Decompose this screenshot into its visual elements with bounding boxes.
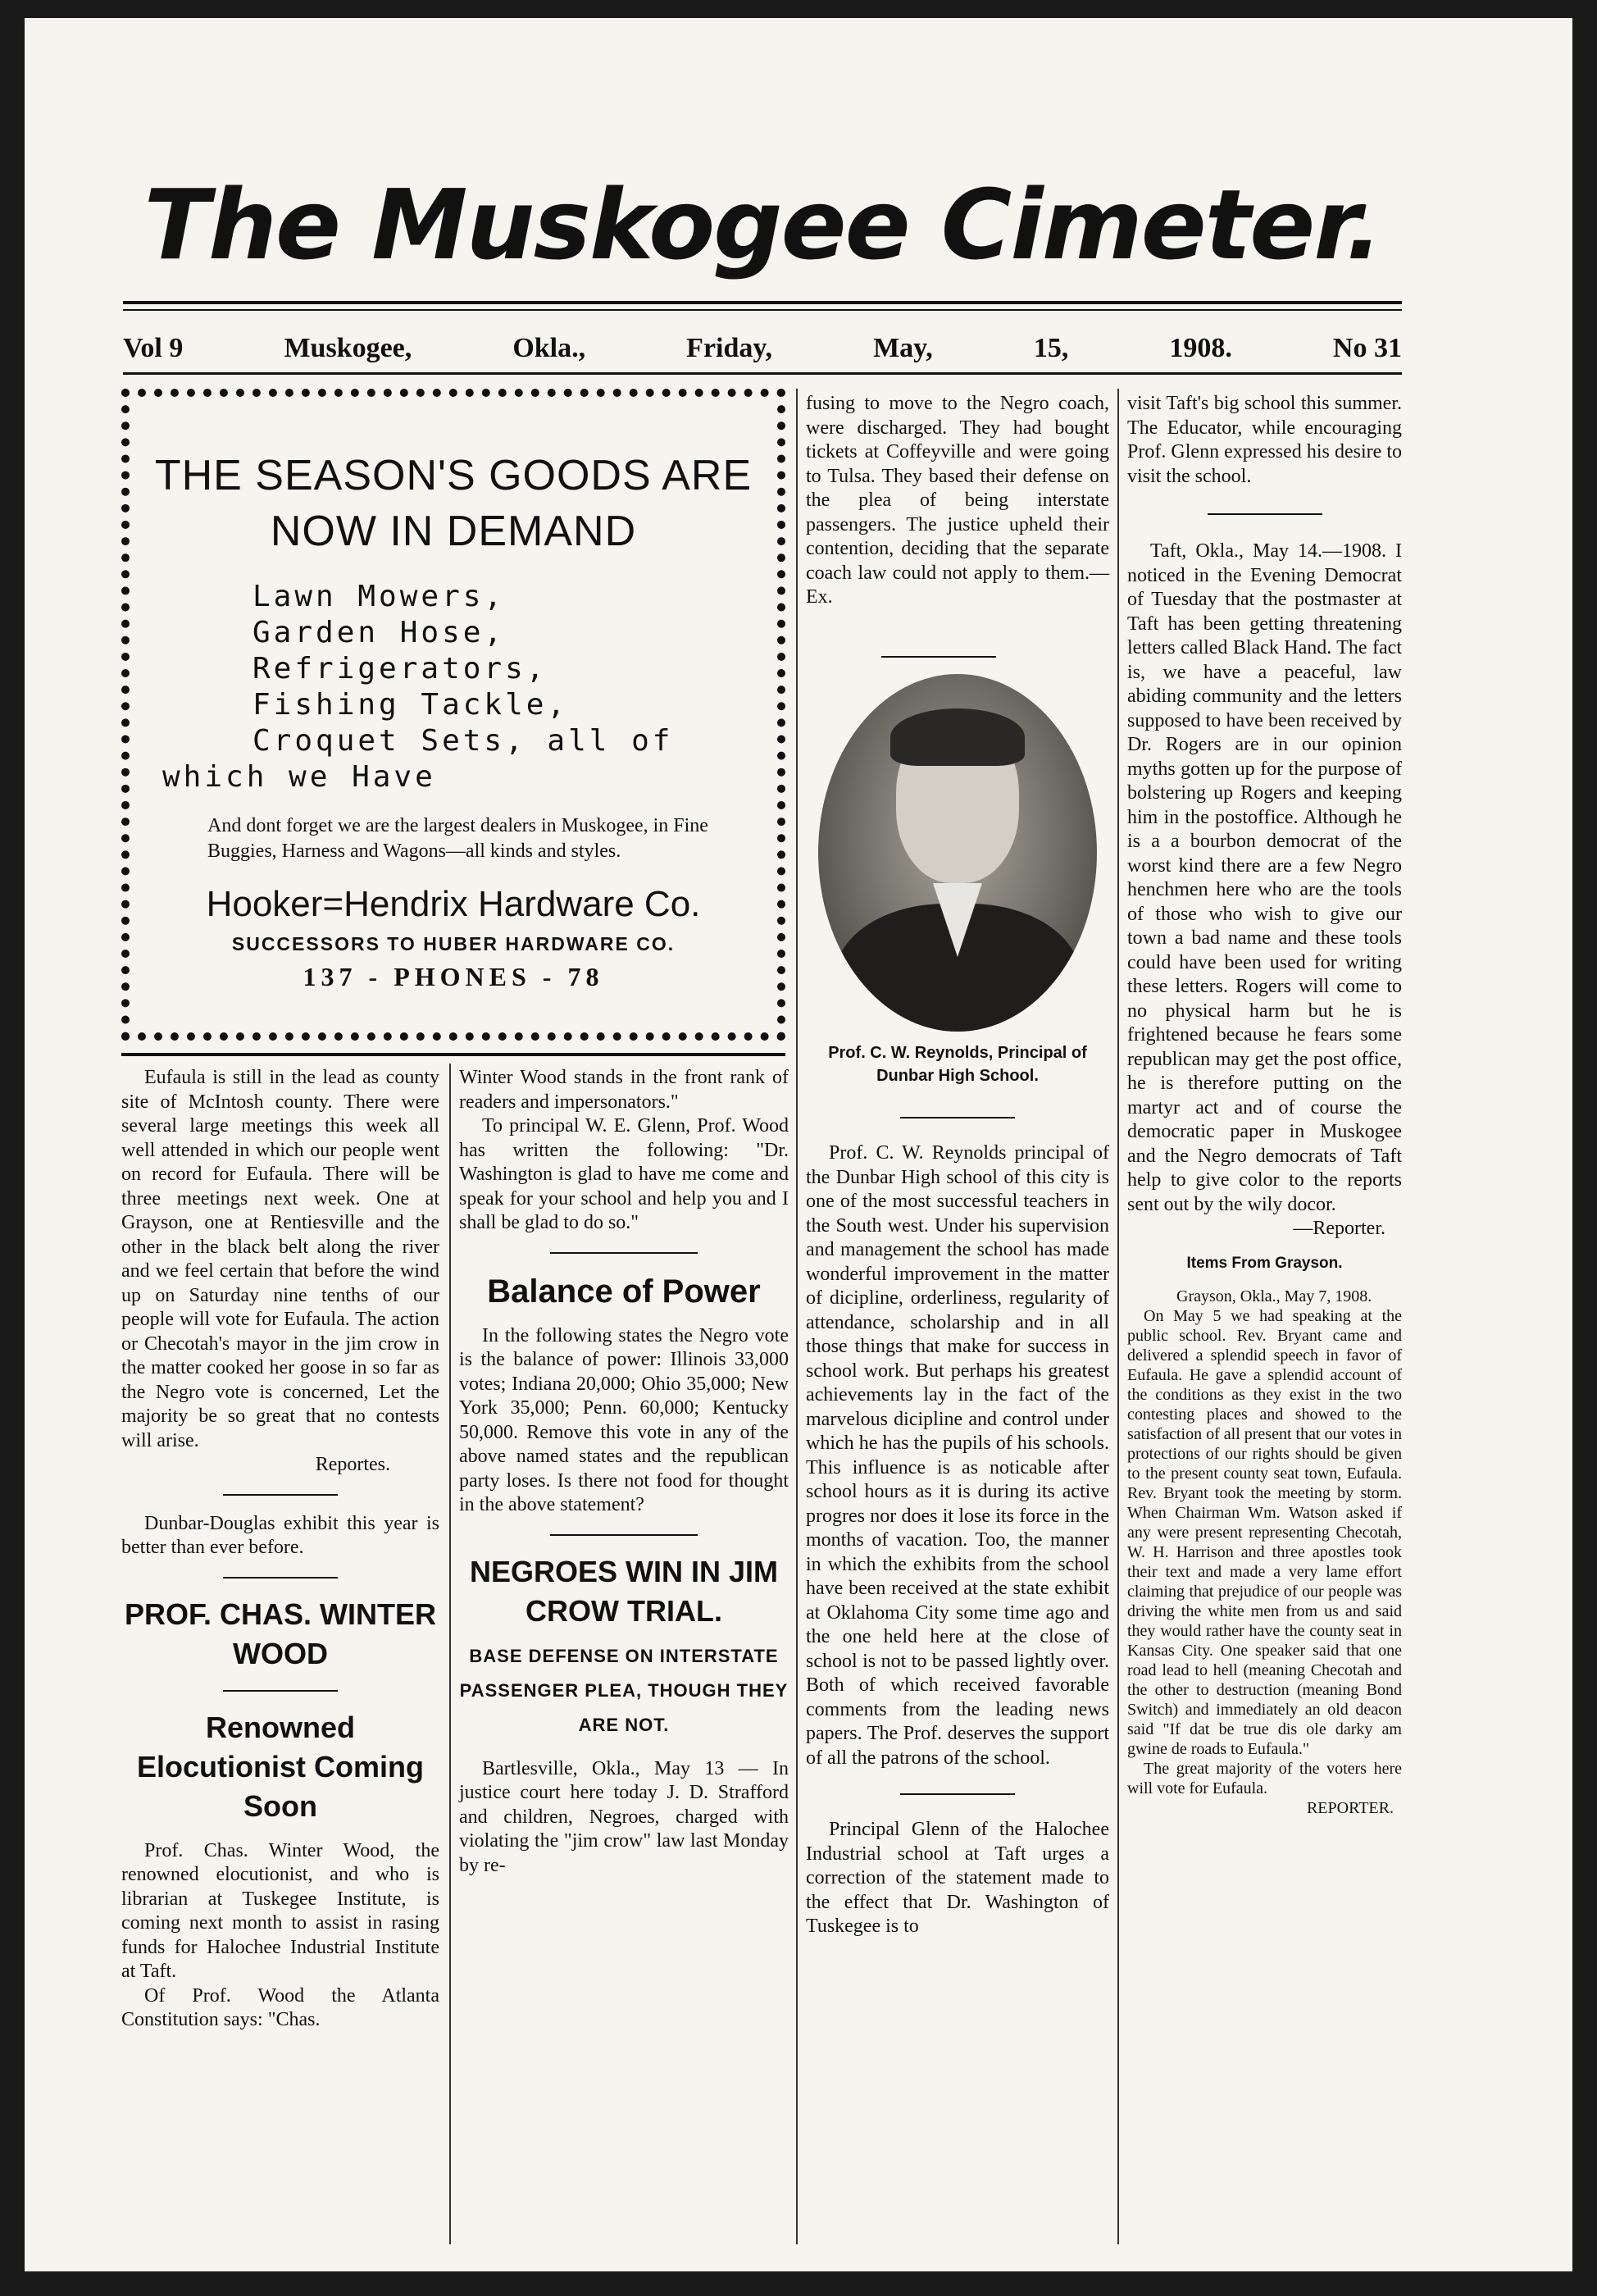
portrait-caption: Prof. C. W. Reynolds, Principal of Dunbar High School.: [828, 1044, 1087, 1085]
grayson-text: On May 5 we had speaking at the public school. Rev. Bryant came and delivered a splendid speech in favor of Eufaula. He gave a splendid account of the conditions as they exist in the two contesting places and showed to the satisfaction of all present that our votes in protections of our rights should be given to the present county seat town, Eufaula. Rev. Bryant took the meeting by storm. When Chairman Wm. Watson asked if any were present representing Checotah, W. H. Harrison and three apostles took their text and made a very lame effort claiming that prejudice of our people was driving the white men from us and said they would rather have the county seat in Kansas City. One speaker said that one road lead to hell (meaning Checotah and the other to destruction (meaning Bond Switch) and immediately an old deacon said "If dat be true dis ole darky am gwine de roads to Eufaula.": [1127, 1307, 1402, 1758]
ad-headline: [130, 448, 777, 559]
jim-crow-text: Bartlesville, Okla., May 13 — In justice court here today J. D. Strafford and children, Negroes, charged with violating the "jim crow" law last Monday by re-: [459, 1757, 789, 1876]
portrait-hair: [890, 708, 1025, 766]
dateline-city: Muskogee,: [284, 333, 412, 363]
grayson-headline: Items From Grayson.: [1186, 1254, 1343, 1272]
dateline-month: May,: [873, 333, 933, 363]
dateline-state: Okla.,: [512, 333, 586, 363]
hardware-advertisement: [121, 389, 785, 1041]
ad-phones: 137 - PHONES - 78: [303, 962, 604, 991]
separator: [1208, 513, 1322, 515]
separator: [223, 1577, 338, 1578]
ad-item-list: [130, 579, 777, 795]
masthead-title: The Muskogee Cimeter.: [143, 168, 1381, 281]
newspaper-page: [25, 18, 1572, 2271]
masthead-rule-top: [123, 301, 1402, 304]
grayson-article: [1127, 1287, 1402, 1818]
ad-item: Garden Hose,: [253, 616, 506, 649]
taft-letter: Taft, Okla., May 14.—1908. I noticed in the Evening Democrat of Tuesday that the postmaster at Taft has been getting threatening letters called Black Hand. The fact is, we have a peaceful, law abiding community and the letters supposed to have been received by Dr. Rogers are in our opinion myths gotten up for the purpose of bolstering up Rogers and keeping him in the postoffice. Although he is a a bourbon democrat of the worst kind there are a few Negro henchmen here who are the tools of those who wish to give our town a bad name and these tools could have been used for writing these letters. Rogers will come to no physical harm but he is frightened because he fears some republican may get the post office, he is therefore putting on the martyr act and of course the democratic paper in Muskogee and the Negro democrats of Taft help to give color to the reports sent out by the wily docor.: [1127, 540, 1402, 1215]
wood-headline: PROF. CHAS. WINTER WOOD: [124, 1597, 436, 1670]
ad-headline-line-1: THE SEASON'S GOODS ARE: [154, 452, 753, 499]
balance-of-power-headline: Balance of Power: [487, 1273, 761, 1310]
separator: [550, 1252, 698, 1254]
ad-headline-line-2: NOW IN DEMAND: [270, 508, 637, 555]
column-4: [1127, 392, 1402, 1818]
jim-crow-headline: NEGROES WIN IN JIM CROW TRIAL.: [469, 1554, 779, 1628]
ad-item: Fishing Tackle,: [253, 688, 569, 722]
volume-number: Vol 9: [123, 333, 184, 363]
masthead-rule-bottom: [123, 309, 1402, 311]
wood-paragraph-1: Prof. Chas. Winter Wood, the renowned elocutionist, and who is librarian at Tuskegee Institute, is coming next month to assist in rasing funds for Halochee Industrial Institute at Taft.: [121, 1839, 439, 1982]
glenn-continued: visit Taft's big school this summer. The Educator, while encouraging Prof. Glenn expressed his desire to visit the school.: [1127, 393, 1402, 487]
separator: [223, 1690, 338, 1692]
wood-paragraph-2: Of Prof. Wood the Atlanta Constitution says: "Chas.: [121, 1984, 439, 2030]
grayson-signature: REPORTER.: [1306, 1799, 1394, 1817]
glenn-letter: To principal W. E. Glenn, Prof. Wood has written the following: "Dr. Washington is glad to have me come and speak for your school and help you and I shall be glad to do so.": [459, 1115, 789, 1233]
taft-signature: —Reporter.: [1293, 1218, 1385, 1239]
jim-crow-deck: BASE DEFENSE ON INTERSTATE PASSENGER PLEA, THOUGH THEY ARE NOT.: [459, 1645, 789, 1735]
separator: [900, 1117, 1015, 1118]
ad-note: And dont forget we are the largest dealers in Muskogee, in Fine Buggies, Harness and Wagons—all kinds and styles.: [207, 815, 708, 862]
ad-company-name: Hooker=Hendrix Hardware Co.: [206, 884, 701, 924]
dateline-year: 1908.: [1169, 333, 1232, 363]
dateline-rule: [123, 372, 1402, 375]
ad-item-last: which we Have: [162, 760, 436, 794]
reynolds-portrait: [818, 674, 1097, 1032]
separator: [223, 1494, 338, 1496]
column-2: [459, 1066, 789, 1878]
separator: [900, 1793, 1015, 1795]
dateline: [123, 328, 1402, 369]
dateline-day: Friday,: [686, 333, 773, 363]
issue-number: No 31: [1332, 333, 1402, 363]
separator: [881, 656, 996, 658]
column-rule: [796, 389, 798, 2244]
ad-item: Lawn Mowers,: [253, 580, 506, 613]
dateline-date: 15,: [1033, 333, 1069, 363]
grayson-dateline: Grayson, Okla., May 7, 1908.: [1176, 1287, 1372, 1305]
wood-continued: Winter Wood stands in the front rank of readers and impersonators.": [459, 1067, 789, 1113]
separator: [550, 1534, 698, 1536]
balance-of-power-text: In the following states the Negro vote is the balance of power: Illinois 33,000 votes; Indiana 20,000; Ohio 35,000; New York 35,000; Penn. 60,000; Kentucky 50,000. Remove this vote in any of the above named states and the republican party loses. Is there not food for thought in the above statement?: [459, 1324, 789, 1515]
column-rule: [1117, 389, 1119, 2244]
reynolds-article: Prof. C. W. Reynolds principal of the Dunbar High school of this city is one of the most successful teachers in the South west. Under his supervision and management the school has made wonderful improvement in the matter of dicipline, orderliness, regularity of attendance, scholarship and in all those things that make for success in school work. But perhaps his greatest achievements lay in the fact of the marvelous dicipline and control under which he has the pupils of his schools. This influence is as noticable after school hours as it is during its active progres nor does it lose its force in the months of vacation. Too, the manner in which the exhibits from the school have been received at the state exhibit at Oklahoma City some time ago and the one held here at the close of school is not to be passed lightly over. Both of which received favorable comments from the leading news papers. The Prof. deserves the support of all the patrons of the school.: [806, 1142, 1109, 1769]
column-3: [806, 392, 1109, 610]
jim-crow-continued: fusing to move to the Negro coach, were discharged. They had bought tickets at Coffeyville and were going to Tulsa. They based their defense on the plea of being interstate passengers. The justice upheld their contention, deciding that the separate coach law could not apply to them.—Ex.: [806, 393, 1109, 608]
column-1: [121, 1066, 439, 2033]
ad-successors: SUCCESSORS TO HUBER HARDWARE CO.: [231, 933, 676, 954]
dunbar-douglas-item: Dunbar-Douglas exhibit this year is better than ever before.: [121, 1512, 439, 1558]
eufaula-article: Eufaula is still in the lead as county site of McIntosh county. There were several large meetings this week all well attended in which our people went on record for Eufaula. There will be three meetings next week. One at Grayson, one at Rentiesville and the other in the black belt along the river and we feel certain that before the wind up on Saturday nine tenths of our people will vote for Eufaula. The action or Checotah's mayor in the jim crow in the matter cooked her goose in so far as the Negro vote is concerned, Let the majority be so great that no contests will arise.: [121, 1067, 439, 1451]
eufaula-signature: Reportes.: [315, 1454, 390, 1475]
grayson-ending: The great majority of the voters here will vote for Eufaula.: [1127, 1760, 1402, 1797]
column-3-lower: [806, 1041, 1109, 1939]
column-rule: [449, 1064, 451, 2244]
ad-item: Refrigerators,: [253, 652, 548, 686]
ad-item: Croquet Sets, all of: [253, 724, 674, 758]
halochee-article: Principal Glenn of the Halochee Industrial school at Taft urges a correction of the statement made to the effect that Dr. Washington of Tuskegee is to: [806, 1819, 1109, 1937]
wood-subheadline: Renowned Elocutionist Coming Soon: [137, 1710, 424, 1823]
ad-bottom-rule: [121, 1053, 785, 1056]
